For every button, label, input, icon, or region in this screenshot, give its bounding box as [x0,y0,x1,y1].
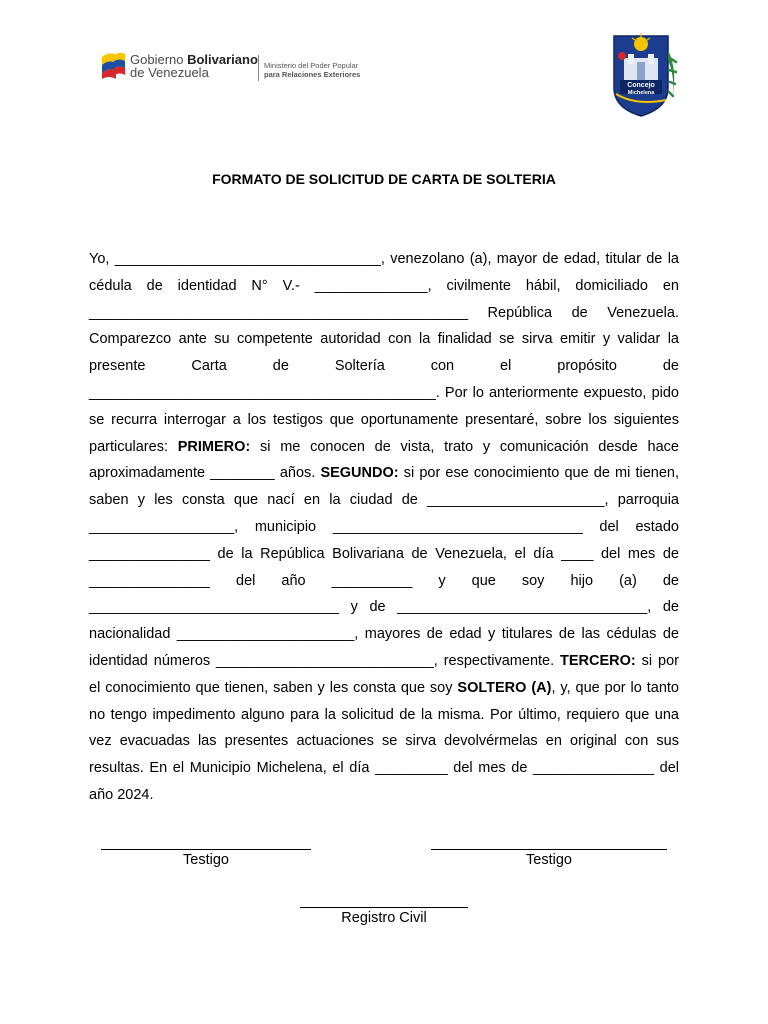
body-text-2: si me conocen de vista, trato y comunicación desde hace aproximadamente ________ años. [89,438,679,482]
signature-registry [300,907,468,926]
body-text-1: Yo, _________________________________, venezolano (a), mayor de edad, titular de la cédula de identidad N° V.- ______________, civilmente hábil, domiciliado en _______________________________________________ República de Venezuela. Comparezco ante su competente autoridad con la finalidad se sirva emitir y validar la presente Carta de Soltería con el propósito de ___________________________________________. Por lo anteriormente expuesto, pido se recurra interrogar a los testigos que oportunamente presentaré, sobre los siguientes particulares: [89,251,679,455]
shield-text-1: Concejo [627,82,655,89]
keyword-soltero: SOLTERO (A) [457,679,552,696]
ministry-line2: para Relaciones Exteriores [264,70,361,79]
keyword-primero: PRIMERO: [177,438,251,455]
keyword-tercero: TERCERO: [560,652,636,669]
keyword-segundo: SEGUNDO: [320,465,399,482]
signature-line [431,849,667,850]
signature-label: Testigo [526,852,572,868]
signature-label: Testigo [183,852,229,868]
signature-line [101,849,311,850]
ministry-line1: Ministerio del Poder Popular [264,61,359,70]
document-title: FORMATO DE SOLICITUD DE CARTA DE SOLTERIA [212,171,556,187]
logo-divider [258,55,259,81]
gov-name-line2: de Venezuela [130,65,209,80]
body-paragraph [89,246,679,809]
body-text-3: si por ese conocimiento que de mi tienen, saben y les consta que nací en la ciudad de ______________________, parroquia __________________, municipio _______________________________ del estado _______________ de la República Bolivariana de Venezuela, el día ____ del mes de _______________ del año __________ y que soy hijo (a) de _______________________________ y de _______________________________, de nacionalidad ______________________, mayores de edad y titulares de las cédulas de identidad números ___________________________, respectivamente. [89,465,679,669]
body-text-4: si por el conocimiento que tienen, saben y les consta que soy [89,652,679,696]
council-shield-logo [606,30,680,120]
government-logo [100,45,365,85]
shield-text-2: Michelena [627,90,655,96]
signature-label: Registro Civil [341,910,427,926]
venezuela-flag-icon [100,49,126,79]
ministry-name [264,61,360,79]
gov-name-b: Bolivariano [187,52,258,67]
signature-witness-2 [431,849,667,868]
signature-line [300,907,468,908]
gov-name-a: Gobierno [130,52,188,67]
document-body [89,246,679,809]
body-text-5: , y, que por lo tanto no tengo impedimento alguno para la solicitud de la misma. Por último, requiero que una vez evacuadas las presentes actuaciones se sirva devolvérmelas en original con sus resultas. En el Municipio Michelena, el día _________ del mes de _______________ del año 2024. [89,679,679,803]
government-name [130,53,258,79]
signature-witness-1 [101,849,311,868]
